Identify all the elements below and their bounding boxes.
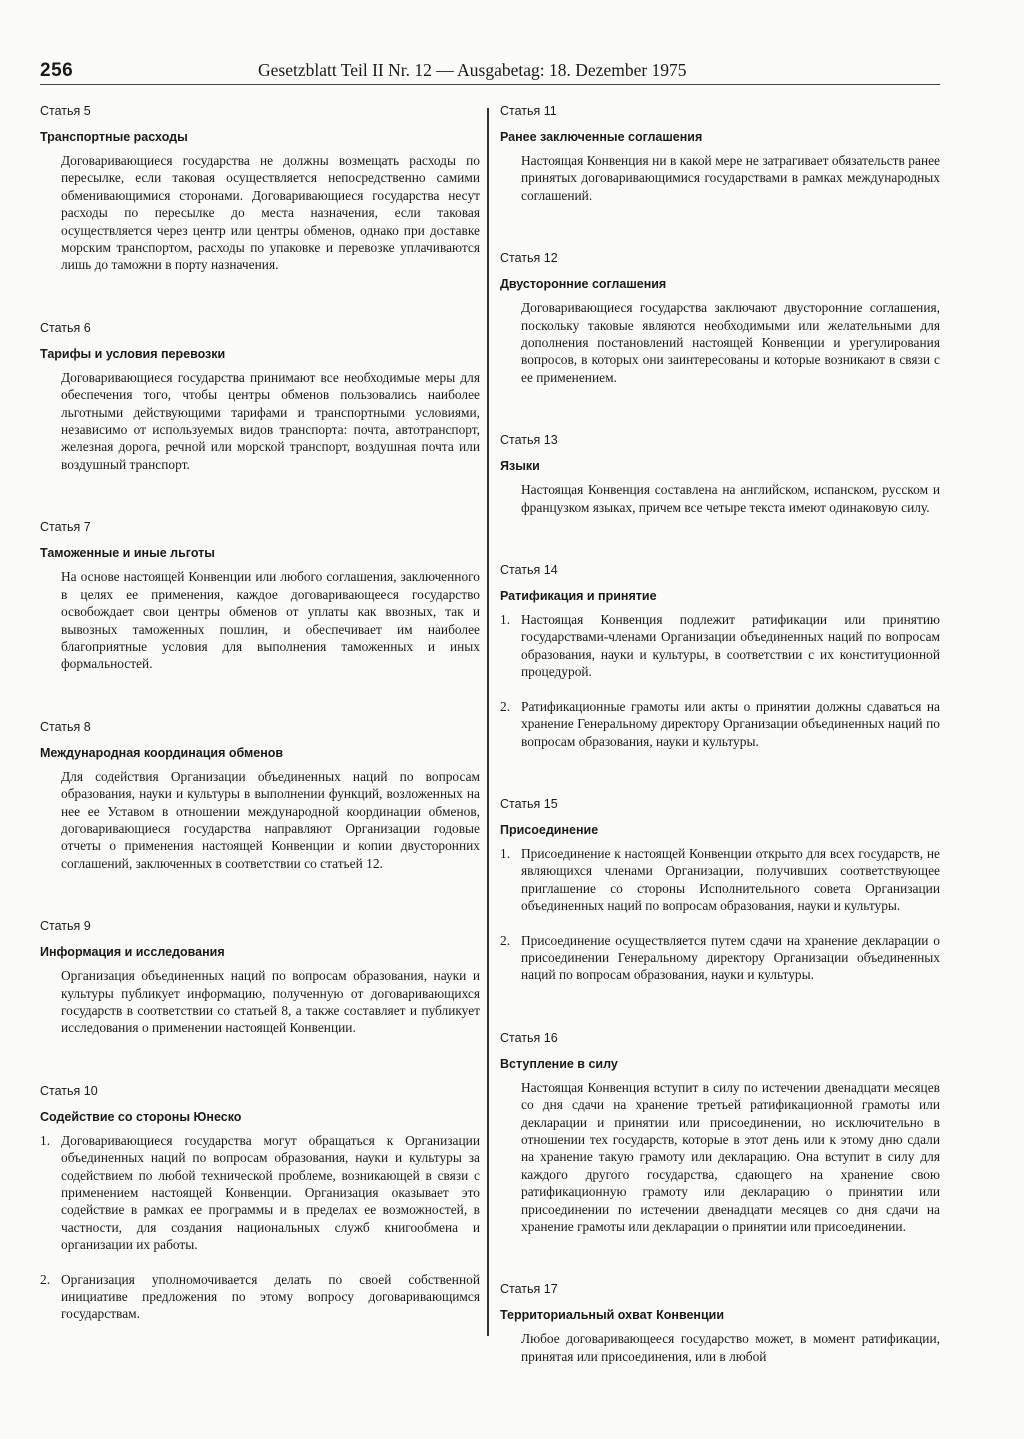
article-label: Статья 16 — [500, 1030, 558, 1045]
article-label: Статья 10 — [40, 1083, 98, 1098]
item-text: Ратификационные грамоты или акты о принятии должны сдаваться на хранение Генеральному директору Организации объединенных наций по вопросам образования, науки и культуры. — [521, 698, 940, 749]
article-12 — [500, 249, 940, 386]
running-header-title: Gesetzblatt Teil II Nr. 12 — Ausgabetag: 18. Dezember 1975 — [258, 60, 687, 80]
article-label: Статья 9 — [40, 919, 91, 934]
right-column — [500, 102, 940, 1365]
article-text: Настоящая Конвенция вступит в силу по истечении двенадцати месяцев со дня сдачи на хранение третьей ратификационной грамоты или декларации и принятии или присоединении, но исключительно в отношении тех государств, которые в этот день или к этому дню сдали на хранение такую грамоту или декларацию. Она вступит в силу для каждого другого государства, сдающего на хранение свою ратификационную грамоту или декларацию о принятии или присоединении по истечении двенадцати месяцев со дня сдачи на хранение грамоты или декларации о принятии или присоединении. — [521, 1079, 940, 1234]
item-number: 1. — [40, 1132, 51, 1148]
item-text: Организация уполномочивается делать по своей собственной инициативе предложения по этому вопросу договаривающимся государствам. — [61, 1271, 480, 1322]
article-16 — [500, 1029, 940, 1236]
article-heading: Ранее заключенные соглашения — [500, 130, 703, 144]
article-text: Договаривающиеся государства заключают двусторонние соглашения, поскольку таковые являются необходимыми или желательными для дополнения постановлений настоящей Конвенции и урегулирования вопросов, в которых они заинтересованы и которые возникают в связи с ее применением. — [521, 300, 940, 385]
article-heading: Тарифы и условия перевозки — [40, 346, 226, 361]
article-label: Статья 6 — [40, 320, 91, 335]
item-text: Договаривающиеся государства могут обращаться к Организации объединенных наций по вопросам образования, науки и культуры за содействием по любой технической проблеме, возникающей в связи с применением настоящей Конвенции. Организация оказывает это содействие в рамках ее программы и в пределах ее возможностей, в частности, для создания национальных служб книгообмена и организации их работы. — [61, 1132, 480, 1253]
article-label: Статья 12 — [500, 251, 558, 266]
article-label: Статья 5 — [40, 104, 91, 118]
item-number: 2. — [500, 932, 511, 948]
article-heading: Языки — [500, 459, 540, 474]
article-label: Статья 13 — [500, 433, 558, 448]
article-heading: Присоединение — [500, 822, 599, 837]
article-text: Настоящая Конвенция составлена на английском, испанском, русском и французком языках, причем все четыре текста имеют одинаковую силу. — [521, 482, 940, 515]
article-text: Договаривающиеся государства не должны возмещать расходы по пересылке, если таковая осуществляется непосредственно самими обменивающимися сторонами. Договаривающиеся государства несут расходы по пересылке до места назначения, если таковая осуществляется через центр или центры обменов, однако при доставке морским транспортом, расходы по упаковке и перевозке уплачиваются лишь до таможни в порту назначения. — [61, 153, 480, 273]
article-6 — [40, 319, 480, 473]
item-text: Настоящая Конвенция подлежит ратификации или принятию государствами-членами Организации объединенных наций по вопросам образования, науки и культуры, в соответствии с их конституционной процедурой. — [521, 612, 940, 680]
article-label: Статья 8 — [40, 719, 91, 734]
article-13 — [500, 431, 940, 516]
item-text: Присоединение к настоящей Конвенции открыто для всех государств, не являющихся членами Организации, получивших соответствующее приглашение со стороны Исполнительного совета Организации объединенных наций по вопросам образования, науки и культуры. — [521, 845, 940, 914]
article-items — [500, 845, 940, 984]
article-items — [500, 611, 940, 750]
article-text: Любое договаривающееся государство может, в момент ратификации, принятая или присоединения, или в любой — [521, 1331, 940, 1364]
article-heading: Транспортные расходы — [40, 130, 188, 144]
list-item — [40, 1132, 480, 1254]
list-item — [500, 845, 940, 915]
article-items — [40, 1132, 480, 1323]
article-text: Настоящая Конвенция ни в какой мере не затрагивает обязательств ранее принятых договаривающимися государствами в рамках международных соглашений. — [521, 153, 940, 203]
article-heading: Международная координация обменов — [40, 745, 284, 760]
article-text: Организация объединенных наций по вопросам образования, науки и культуры публикует информацию, полученную от договаривающихся государств в соответствии со статьей 8, а также составляет и публикует исследования о применении настоящей Конвенции. — [61, 968, 480, 1036]
article-heading: Содействие со стороны Юнеско — [40, 1109, 242, 1124]
article-text: Для содействия Организации объединенных наций по вопросам образования, науки и культуры в выполнении функций, возложенных на нее ее Уставом в отношении международной координации обменов, договаривающиеся государства направляют Организации годовые отчеты о применения настоящей Конвенции и копии двусторонних соглашений, заключенных в соответствии со статьей 12. — [61, 768, 480, 871]
article-heading: Информация и исследования — [40, 945, 225, 960]
article-label: Статья 15 — [500, 796, 558, 811]
article-heading: Вступление в силу — [500, 1056, 618, 1071]
article-label: Статья 11 — [500, 104, 557, 118]
header-rule — [40, 84, 940, 85]
item-text: Присоединение осуществляется путем сдачи на хранение декларации о присоединении Генеральному директору Организации объединенных наций по вопросам образования, науки и культуры. — [521, 932, 940, 983]
article-text: На основе настоящей Конвенции или любого соглашения, заключенного в целях ее применения, каждое договаривающееся государство освобождает свои центры обменов от уплаты как ввозных, так и вывозных таможенных пошлин, и обеспечивает им наиболее благоприятные условия для выполнения таможенных и иных формальностей. — [61, 569, 480, 672]
article-label: Статья 14 — [500, 563, 558, 578]
article-11 — [500, 102, 940, 204]
article-label: Статья 7 — [40, 520, 91, 535]
article-heading: Таможенные и иные льготы — [40, 546, 215, 561]
article-9 — [40, 917, 480, 1037]
article-8 — [40, 718, 480, 872]
list-item — [500, 611, 940, 681]
article-7 — [40, 518, 480, 672]
article-label: Статья 17 — [500, 1282, 558, 1297]
column-divider — [487, 108, 489, 1336]
item-number: 2. — [40, 1271, 51, 1287]
left-column — [40, 102, 480, 1323]
item-number: 1. — [500, 612, 511, 628]
article-14 — [500, 561, 940, 750]
article-15 — [500, 795, 940, 984]
article-5 — [40, 102, 480, 274]
article-heading: Двусторонние соглашения — [500, 277, 667, 292]
article-text: Договаривающиеся государства принимают все необходимые меры для обеспечения того, чтобы центры обменов пользовались наиболее льготными действующими тарифами и транспортными условиями, независимо от используемых видов транспорта: почта, автотранспорт, железная дорога, речной или морской транспорт, воздушная почта или воздушный транспорт. — [61, 369, 480, 472]
list-item — [500, 932, 940, 984]
article-10 — [40, 1082, 480, 1323]
article-17 — [500, 1280, 940, 1365]
article-heading: Ратификация и принятие — [500, 589, 657, 604]
list-item — [500, 698, 940, 750]
item-number: 1. — [500, 845, 511, 861]
item-number: 2. — [500, 698, 511, 714]
article-heading: Территориальный охват Конвенции — [500, 1308, 725, 1323]
page-number: 256 — [40, 60, 74, 81]
list-item — [40, 1271, 480, 1323]
